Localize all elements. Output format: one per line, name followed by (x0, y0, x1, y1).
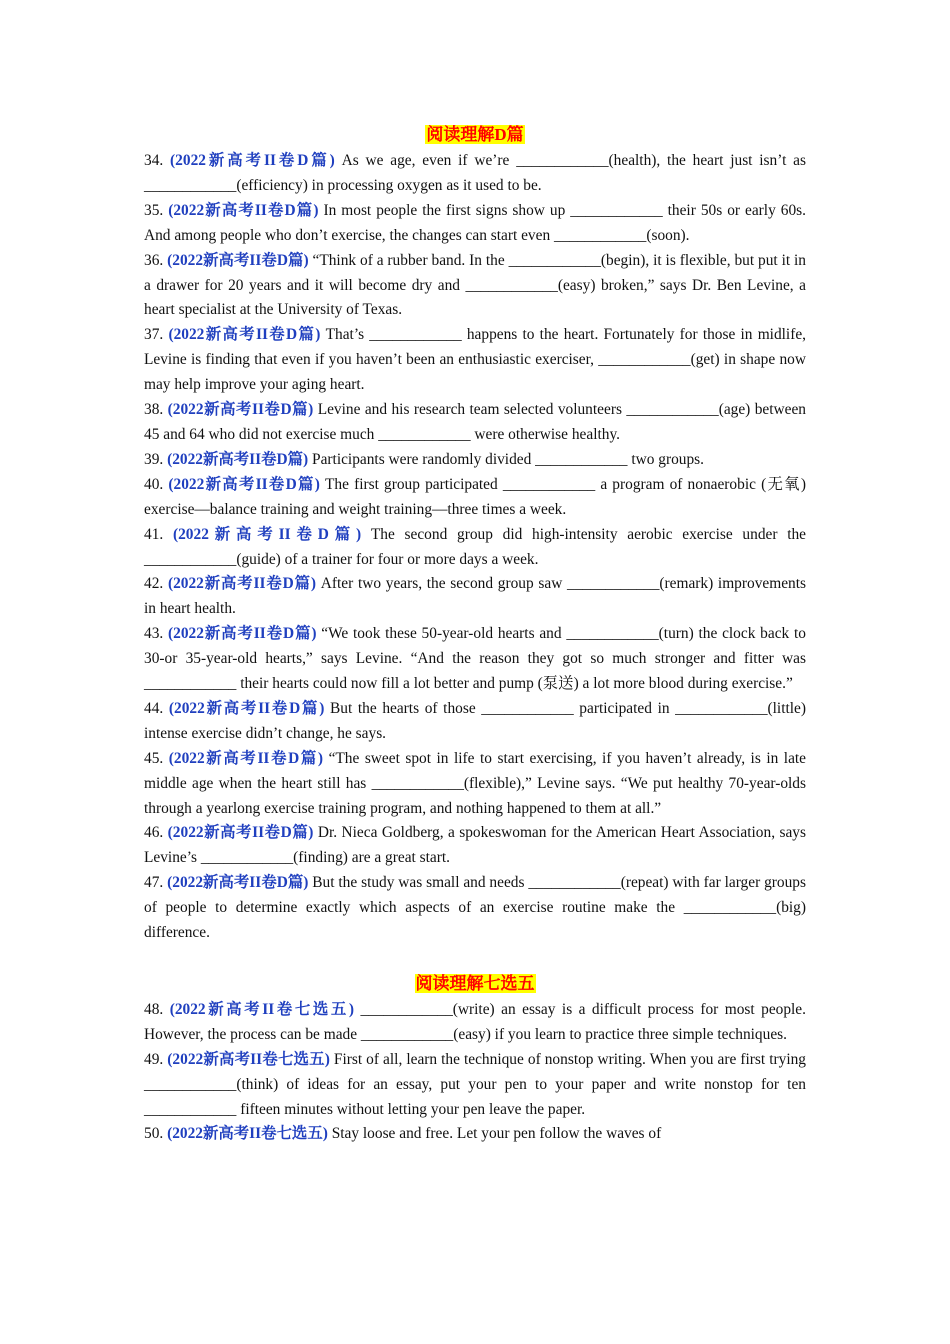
question-text: The second group did high-intensity aerobic exercise under the ____________(guide) of a trainer for four or more days a week. (144, 525, 806, 568)
question-source: (2022新高考II卷D篇) (168, 625, 317, 643)
question-text: Stay loose and free. Let your pen follow the waves of (327, 1125, 662, 1143)
question-text: That’s ____________ happens to the heart. Fortunately for those in midlife, Levine is finding that even if you haven’t been an enthusiastic exerciser, ____________(get) in shape now may help improve your aging heart. (144, 326, 806, 394)
question-item (144, 747, 806, 822)
question-source: (2022新高考II卷D篇) (170, 152, 335, 169)
question-source: (2022新高考II卷D篇) (168, 475, 320, 493)
question-text: After two years, the second group saw ____________(remark) improvements in heart health. (144, 575, 806, 618)
question-number: 34. (144, 152, 171, 169)
question-text: Dr. Nieca Goldberg, a spokeswoman for the American Heart Association, says Levine’s ____________(finding) are a great start. (144, 824, 806, 867)
question-text: Levine and his research team selected volunteers ____________(age) between 45 and 64 who did not exercise much ____________ were otherwise healthy. (144, 401, 806, 443)
question-list-seven-choose-five (144, 998, 806, 1147)
question-item (144, 697, 806, 747)
question-text: “We took these 50-year-old hearts and ____________(turn) the clock back to 30-or 35-year-old hearts,” says Levine. “And the reason they got so much stronger and fitter was ____________ their hearts could now fill a lot better and pump (泵送) a lot more blood during exercise.” (144, 625, 806, 693)
question-item (144, 473, 806, 523)
question-item (144, 998, 806, 1048)
question-number: 43. (144, 625, 169, 643)
question-number: 39. (144, 450, 168, 468)
question-source: (2022新高考II卷D篇) (168, 201, 319, 219)
question-number: 37. (144, 326, 169, 344)
question-source: (2022新高考II卷D篇) (167, 450, 309, 468)
question-item (144, 871, 806, 946)
question-number: 36. (144, 251, 168, 269)
question-text: But the study was small and needs ____________(repeat) with far larger groups of people to determine exactly which aspects of an exercise routine make the ____________(big) difference. (144, 874, 806, 942)
question-number: 42. (144, 575, 168, 593)
question-list-d (144, 149, 806, 946)
question-text: Participants were randomly divided ____________ two groups. (308, 450, 705, 468)
question-number: 44. (144, 699, 169, 717)
question-item (144, 1122, 806, 1147)
question-number: 35. (144, 201, 169, 219)
question-item (144, 622, 806, 697)
question-number: 48. (144, 1000, 170, 1018)
question-text: First of all, learn the technique of nonstop writing. When you are first trying ____________(think) of ideas for an essay, put your pen to your paper and write nonstop for ten ____________ fifteen minutes without letting your pen leave the paper. (144, 1050, 806, 1118)
document-page (144, 122, 806, 1147)
question-item (144, 572, 806, 622)
question-item (144, 323, 806, 398)
question-source: (2022新高考II卷D篇) (167, 874, 309, 892)
section-heading-reading-d: 阅读理解D篇 (426, 125, 524, 144)
question-number: 40. (144, 475, 169, 493)
question-item (144, 398, 806, 448)
question-text: The first group participated ____________ a program of nonaerobic (无氧) exercise—balance training and weight training—three times a week. (144, 475, 806, 518)
question-source: (2022新高考II卷D篇) (167, 251, 309, 269)
question-source: (2022新高考II卷七选五) (167, 1125, 328, 1143)
question-text: In most people the first signs show up ____________ their 50s or early 60s. And among people who don’t exercise, the changes can start even ____________(soon). (144, 201, 806, 244)
question-item (144, 1048, 806, 1123)
question-number: 45. (144, 749, 169, 767)
question-text: “Think of a rubber band. In the ____________(begin), it is flexible, but put it in a drawer for 20 years and it will become dry and ____________(easy) broken,” says Dr. Ben Levine, a heart specialist at the University of Texas. (144, 251, 806, 319)
question-number: 49. (144, 1050, 168, 1068)
question-item (144, 821, 806, 871)
question-item (144, 448, 806, 473)
question-text: “The sweet spot in life to start exercising, if you haven’t already, is in late middle age when the heart still has ____________(flexible),” Levine says. “We put healthy 70-year-olds through a yearlong exercise training program, and nothing happened to them at all.” (144, 749, 807, 817)
question-source: (2022新高考II卷D篇) (172, 525, 362, 543)
question-text: But the hearts of those ____________ participated in ____________(little) intense exercise didn’t change, he says. (144, 699, 806, 742)
question-item (144, 523, 806, 573)
question-item (144, 199, 806, 249)
question-source: (2022新高考II卷D篇) (167, 401, 314, 419)
question-source: (2022新高考II卷D篇) (168, 749, 324, 767)
question-number: 38. (144, 401, 168, 419)
question-number: 41. (144, 525, 173, 543)
question-source: (2022新高考II卷D篇) (167, 824, 314, 842)
question-source: (2022新高考II卷D篇) (168, 699, 325, 717)
question-source: (2022新高考II卷七选五) (169, 1000, 354, 1018)
question-number: 47. (144, 874, 168, 892)
question-item (144, 249, 806, 324)
question-source: (2022新高考II卷七选五) (167, 1050, 330, 1068)
question-item (144, 149, 806, 199)
question-source: (2022新高考II卷D篇) (168, 326, 321, 344)
question-text: As we age, even if we’re ____________(health), the heart just isn’t as ____________(efficiency) in processing oxygen as it used to be. (144, 152, 806, 194)
section-heading-seven-choose-five: 阅读理解七选五 (415, 973, 535, 993)
question-text: ____________(write) an essay is a difficult process for most people. However, the process can be made ____________(easy) if you learn to practice three simple techniques. (144, 1000, 806, 1043)
question-number: 46. (144, 824, 168, 842)
question-source: (2022新高考II卷D篇) (167, 575, 317, 593)
question-number: 50. (144, 1125, 168, 1143)
